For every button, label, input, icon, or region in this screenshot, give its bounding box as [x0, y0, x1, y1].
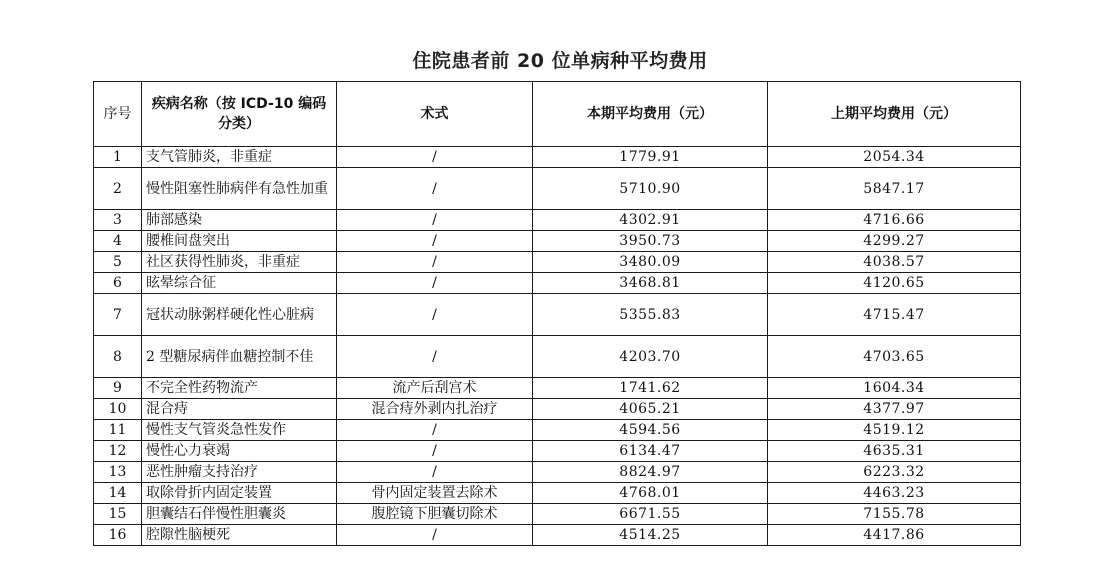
procedure: / — [337, 168, 533, 210]
table-row — [94, 231, 1021, 252]
procedure: 骨内固定装置去除术 — [337, 483, 533, 504]
table-row — [94, 525, 1021, 546]
current-fee: 5710.90 — [533, 168, 768, 210]
previous-fee: 4715.47 — [768, 294, 1021, 336]
table-row — [94, 420, 1021, 441]
table-header-row — [94, 82, 1021, 147]
previous-fee: 4703.65 — [768, 336, 1021, 378]
table-row — [94, 273, 1021, 294]
table-row — [94, 462, 1021, 483]
row-number: 14 — [94, 483, 142, 504]
previous-fee: 4417.86 — [768, 525, 1021, 546]
table-row — [94, 336, 1021, 378]
current-fee: 5355.83 — [533, 294, 768, 336]
column-header-disease: 疾病名称（按 ICD-10 编码分类） — [142, 82, 337, 147]
current-fee: 6134.47 — [533, 441, 768, 462]
row-number: 6 — [94, 273, 142, 294]
current-fee: 4514.25 — [533, 525, 768, 546]
disease-name: 2 型糖尿病伴血糖控制不佳 — [142, 336, 337, 378]
previous-fee: 4299.27 — [768, 231, 1021, 252]
current-fee: 8824.97 — [533, 462, 768, 483]
procedure: / — [337, 252, 533, 273]
current-fee: 4065.21 — [533, 399, 768, 420]
current-fee: 4594.56 — [533, 420, 768, 441]
current-fee: 3950.73 — [533, 231, 768, 252]
previous-fee: 2054.34 — [768, 147, 1021, 168]
previous-fee: 7155.78 — [768, 504, 1021, 525]
disease-name: 肺部感染 — [142, 210, 337, 231]
previous-fee: 5847.17 — [768, 168, 1021, 210]
table-row — [94, 168, 1021, 210]
disease-name: 冠状动脉粥样硬化性心脏病 — [142, 294, 337, 336]
previous-fee: 4377.97 — [768, 399, 1021, 420]
procedure: / — [337, 147, 533, 168]
table-row — [94, 252, 1021, 273]
previous-fee: 4120.65 — [768, 273, 1021, 294]
procedure: / — [337, 462, 533, 483]
table-row — [94, 147, 1021, 168]
previous-fee: 4635.31 — [768, 441, 1021, 462]
disease-name: 不完全性药物流产 — [142, 378, 337, 399]
procedure: / — [337, 294, 533, 336]
table-row — [94, 483, 1021, 504]
row-number: 2 — [94, 168, 142, 210]
procedure: / — [337, 525, 533, 546]
disease-name: 支气管肺炎，非重症 — [142, 147, 337, 168]
disease-name: 眩晕综合征 — [142, 273, 337, 294]
procedure: / — [337, 441, 533, 462]
disease-name: 胆囊结石伴慢性胆囊炎 — [142, 504, 337, 525]
page-title: 住院患者前 20 位单病种平均费用 — [412, 50, 708, 72]
table-row — [94, 294, 1021, 336]
row-number: 11 — [94, 420, 142, 441]
row-number: 12 — [94, 441, 142, 462]
table-row — [94, 378, 1021, 399]
disease-name: 混合痔 — [142, 399, 337, 420]
row-number: 8 — [94, 336, 142, 378]
previous-fee: 4038.57 — [768, 252, 1021, 273]
current-fee: 3468.81 — [533, 273, 768, 294]
disease-name: 慢性阻塞性肺病伴有急性加重 — [142, 168, 337, 210]
disease-name: 腔隙性脑梗死 — [142, 525, 337, 546]
table-row — [94, 210, 1021, 231]
current-fee: 4768.01 — [533, 483, 768, 504]
disease-name: 取除骨折内固定装置 — [142, 483, 337, 504]
disease-name: 腰椎间盘突出 — [142, 231, 337, 252]
current-fee: 4203.70 — [533, 336, 768, 378]
row-number: 5 — [94, 252, 142, 273]
row-number: 16 — [94, 525, 142, 546]
procedure: / — [337, 210, 533, 231]
table-row — [94, 441, 1021, 462]
current-fee: 1741.62 — [533, 378, 768, 399]
previous-fee: 4716.66 — [768, 210, 1021, 231]
disease-name: 社区获得性肺炎，非重症 — [142, 252, 337, 273]
table-row — [94, 399, 1021, 420]
row-number: 10 — [94, 399, 142, 420]
row-number: 15 — [94, 504, 142, 525]
row-number: 9 — [94, 378, 142, 399]
previous-fee: 4463.23 — [768, 483, 1021, 504]
current-fee: 6671.55 — [533, 504, 768, 525]
previous-fee: 6223.32 — [768, 462, 1021, 483]
disease-name: 恶性肿瘤支持治疗 — [142, 462, 337, 483]
row-number: 4 — [94, 231, 142, 252]
table-row — [94, 504, 1021, 525]
row-number: 7 — [94, 294, 142, 336]
disease-name: 慢性心力衰竭 — [142, 441, 337, 462]
procedure: / — [337, 420, 533, 441]
column-header-no: 序号 — [94, 82, 142, 147]
procedure: 混合痔外剥内扎治疗 — [337, 399, 533, 420]
previous-fee: 4519.12 — [768, 420, 1021, 441]
current-fee: 1779.91 — [533, 147, 768, 168]
procedure: 流产后刮宫术 — [337, 378, 533, 399]
procedure: 腹腔镜下胆囊切除术 — [337, 504, 533, 525]
procedure: / — [337, 273, 533, 294]
current-fee: 3480.09 — [533, 252, 768, 273]
row-number: 1 — [94, 147, 142, 168]
column-header-previous-fee: 上期平均费用（元） — [768, 82, 1021, 147]
row-number: 13 — [94, 462, 142, 483]
column-header-current-fee: 本期平均费用（元） — [533, 82, 768, 147]
row-number: 3 — [94, 210, 142, 231]
fee-table — [93, 81, 1021, 546]
procedure: / — [337, 231, 533, 252]
column-header-procedure: 术式 — [337, 82, 533, 147]
disease-name: 慢性支气管炎急性发作 — [142, 420, 337, 441]
current-fee: 4302.91 — [533, 210, 768, 231]
previous-fee: 1604.34 — [768, 378, 1021, 399]
procedure: / — [337, 336, 533, 378]
